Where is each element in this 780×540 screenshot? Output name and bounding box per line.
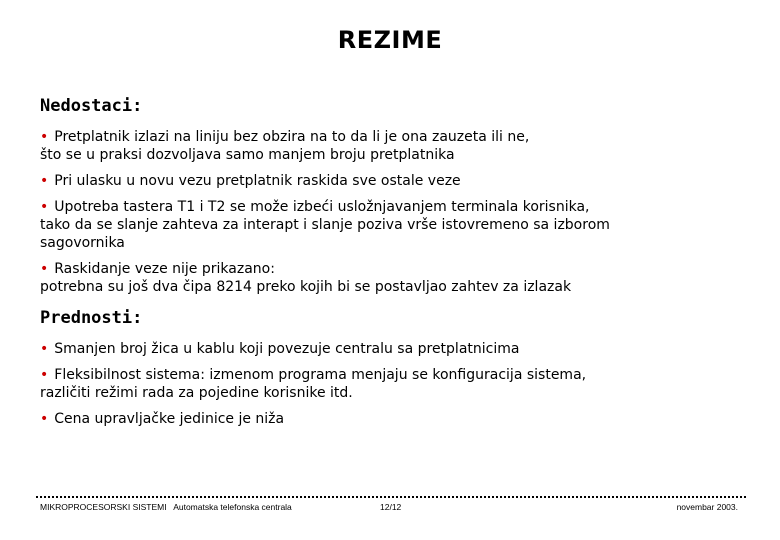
list-item <box>40 128 720 164</box>
slide-content <box>40 96 720 436</box>
item-line: Pri ulasku u novu vezu pretplatnik raskida sve ostale veze <box>54 173 461 189</box>
item-line: Upotreba tastera T1 i T2 se može izbeći usložnjavanjem terminala korisnika, <box>54 199 590 215</box>
item-line: sagovornika <box>40 235 125 251</box>
item-line: Smanjen broj žica u kablu koji povezuje centralu sa pretplatnicima <box>54 341 520 357</box>
bullet-icon: • <box>40 261 49 277</box>
bullet-icon: • <box>40 367 49 383</box>
section-heading: Prednosti: <box>40 308 143 328</box>
section-nedostaci <box>40 96 720 296</box>
list-item <box>40 260 720 296</box>
bullet-icon: • <box>40 411 49 427</box>
item-line: Fleksibilnost sistema: izmenom programa menjaju se konfiguracija sistema, <box>54 367 587 383</box>
footer-date: novembar 2003. <box>676 502 738 512</box>
footer-course: MIKROPROCESORSKI SISTEMI Automatska telefonska centrala <box>40 502 292 512</box>
list-item <box>40 198 720 252</box>
section-heading: Nedostaci: <box>40 96 143 116</box>
bullet-icon: • <box>40 199 49 215</box>
item-line: Raskidanje veze nije prikazano: <box>54 261 275 277</box>
item-line: Pretplatnik izlazi na liniju bez obzira na to da li je ona zauzeta ili ne, <box>54 129 530 145</box>
item-line: različiti režimi rada za pojedine korisnike itd. <box>40 385 353 401</box>
list-item <box>40 410 720 428</box>
item-line: potrebna su još dva čipa 8214 preko kojih bi se postavljao zahtev za izlazak <box>40 279 572 295</box>
item-line: tako da se slanje zahteva za interapt i slanje poziva vrše istovremeno sa izborom <box>40 217 610 233</box>
item-line: Cena upravljačke jedinice je niža <box>54 411 285 427</box>
section-prednosti <box>40 308 720 428</box>
footer-divider <box>36 496 746 498</box>
footer-page-number: 12/12 <box>380 502 402 512</box>
list-item <box>40 340 720 358</box>
list-item <box>40 172 720 190</box>
list-item <box>40 366 720 402</box>
item-line: što se u praksi dozvoljava samo manjem broju pretplatnika <box>40 147 455 163</box>
bullet-icon: • <box>40 129 49 145</box>
bullet-icon: • <box>40 173 49 189</box>
slide-title: REZIME <box>337 26 443 54</box>
bullet-icon: • <box>40 341 49 357</box>
